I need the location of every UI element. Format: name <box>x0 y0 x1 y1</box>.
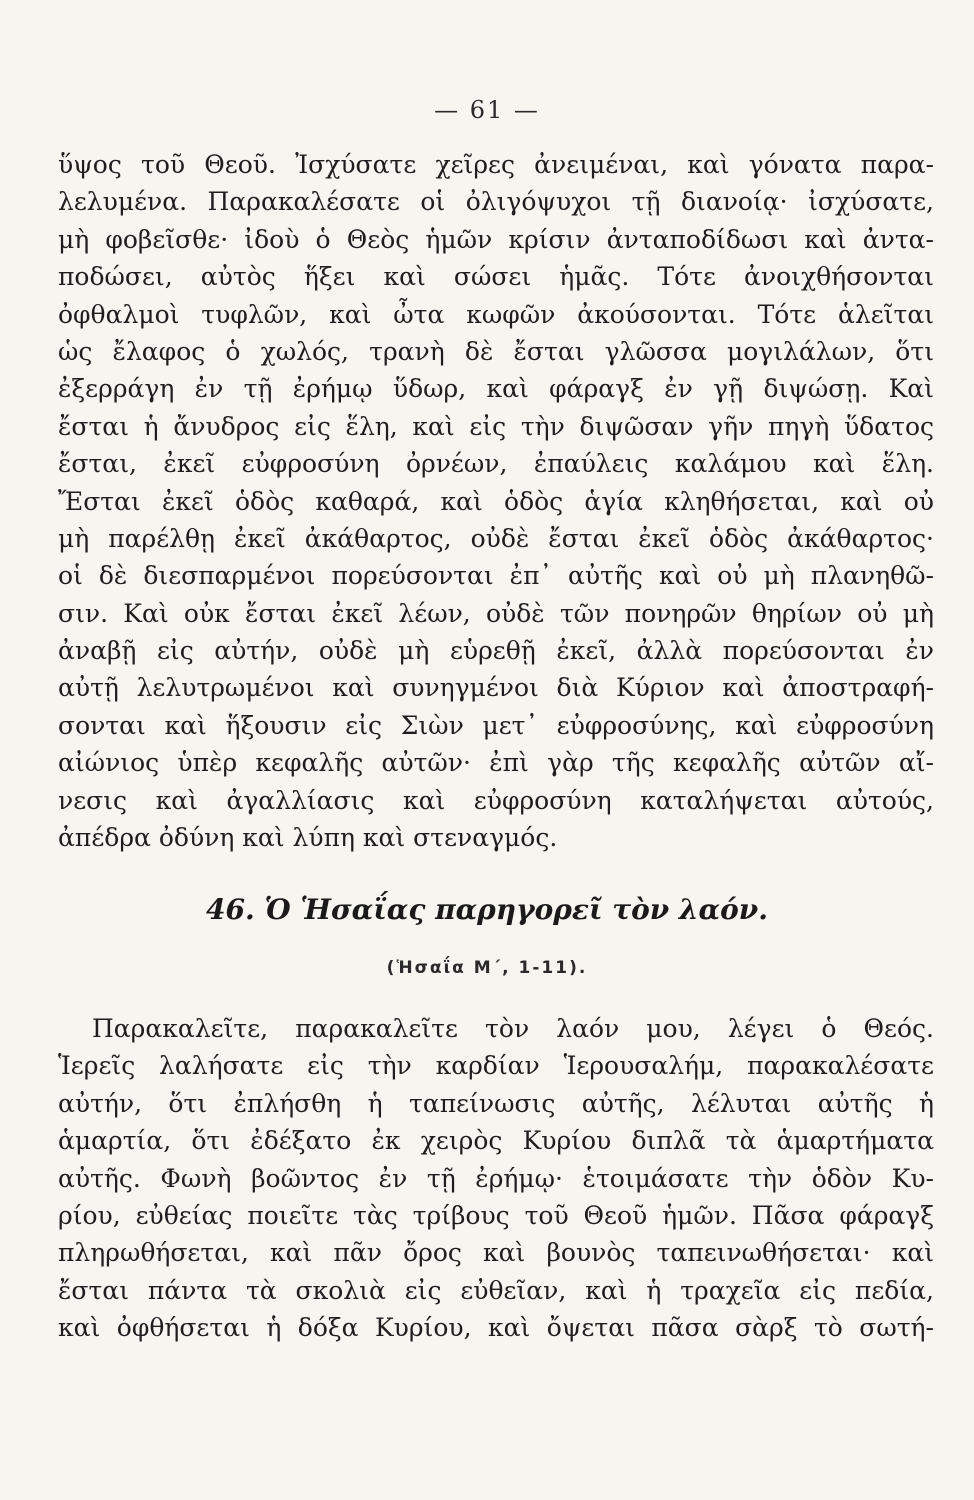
text-line: ὡς ἔλαφος ὁ χωλός, τρανὴ δὲ ἔσται γλῶσσα μογιλάλων, ὅτι <box>58 336 934 366</box>
text-line: ὀφθαλμοὶ τυφλῶν, καὶ ὦτα κωφῶν ἀκούσονται. Τότε ἁλεῖται <box>58 299 934 329</box>
text-line: μὴ φοβεῖσθε· ἰδοὺ ὁ Θεὸς ἡμῶν κρίσιν ἀνταποδίδωσι καὶ ἀντα- <box>58 224 934 254</box>
text-line: Ἱερεῖς λαλήσατε εἰς τὴν καρδίαν Ἱερουσαλήμ, παρακαλέσατε <box>58 1051 934 1081</box>
text-line: ποδώσει, αὐτὸς ἥξει καὶ σώσει ἡμᾶς. Τότε ἀνοιχθήσονται <box>58 262 934 292</box>
text-line: ἁμαρτία, ὅτι ἐδέξατο ἐκ χειρὸς Κυρίου διπλᾶ τὰ ἁμαρτήματα <box>58 1126 934 1156</box>
text-line: ἔσται, ἐκεῖ εὐφροσύνη ὀρνέων, ἐπαύλεις καλάμου καὶ ἕλη. <box>58 449 934 479</box>
text-line: λελυμένα. Παρακαλέσατε οἱ ὀλιγόψυχοι τῇ διανοίᾳ· ἰσχύσατε, <box>58 187 934 217</box>
section-heading: 46. Ὁ Ἡσαΐας παρηγορεῖ τὸν λαόν. <box>206 893 768 926</box>
text-line: ὕψος τοῦ Θεοῦ. Ἰσχύσατε χεῖρες ἀνειμέναι, καὶ γόνατα παρα- <box>58 150 934 179</box>
text-line: σονται καὶ ἥξουσιν εἰς Σιὼν μετ᾽ εὐφροσύνης, καὶ εὐφροσύνη <box>58 710 934 740</box>
text-line: ἀναβῇ εἰς αὐτήν, οὐδὲ μὴ εὑρεθῇ ἐκεῖ, ἀλλὰ πορεύσονται ἐν <box>58 636 934 666</box>
text-line: νεσις καὶ ἀγαλλίασις καὶ εὐφροσύνη καταλήψεται αὐτούς, <box>58 785 934 815</box>
text-line: αὐτῆς. Φωνὴ βοῶντος ἐν τῇ ἐρήμῳ· ἑτοιμάσατε τὴν ὁδὸν Κυ- <box>58 1163 934 1193</box>
text-line: ἀπέδρα ὀδύνη καὶ λύπη καὶ στεναγμός. <box>58 823 558 853</box>
section-reference: (Ἡσαΐα Μ΄, 1-11). <box>386 958 588 978</box>
text-line: ἔσται ἡ ἄνυδρος εἰς ἕλη, καὶ εἰς τὴν διψῶσαν γῆν πηγὴ ὕδατος <box>58 411 934 441</box>
paragraph-two <box>58 1010 934 1347</box>
text-line: ἐξερράγη ἐν τῇ ἐρήμῳ ὕδωρ, καὶ φάραγξ ἐν γῇ διψώσῃ. Καὶ <box>58 374 934 404</box>
text-line: πληρωθήσεται, καὶ πᾶν ὄρος καὶ βουνὸς ταπεινωθήσεται· καὶ <box>58 1238 934 1268</box>
text-line: ἔσται πάντα τὰ σκολιὰ εἰς εὐθεῖαν, καὶ ἡ τραχεῖα εἰς πεδία, <box>58 1275 934 1305</box>
text-line: αἰώνιος ὑπὲρ κεφαλῆς αὐτῶν· ἐπὶ γὰρ τῆς κεφαλῆς αὐτῶν αἴ- <box>58 748 934 778</box>
text-line: ρίου, εὐθείας ποιεῖτε τὰς τρίβους τοῦ Θεοῦ ἡμῶν. Πᾶσα φάραγξ <box>58 1200 934 1230</box>
text-line: οἱ δὲ διεσπαρμένοι πορεύσονται ἐπ᾽ αὐτῆς καὶ οὐ μὴ πλανηθῶ- <box>58 561 934 591</box>
text-line: αὐτήν, ὅτι ἐπλήσθη ἡ ταπείνωσις αὐτῆς, λέλυται αὐτῆς ἡ <box>58 1088 934 1118</box>
text-line: Ἔσται ἐκεῖ ὁδὸς καθαρά, καὶ ὁδὸς ἁγία κληθήσεται, καὶ οὐ <box>58 486 934 516</box>
text-line: καὶ ὀφθήσεται ἡ δόξα Κυρίου, καὶ ὄψεται πᾶσα σὰρξ τὸ σωτή- <box>58 1313 934 1343</box>
page-number: — 61 — <box>434 96 540 124</box>
paragraph-one <box>58 146 934 856</box>
text-line: μὴ παρέλθῃ ἐκεῖ ἀκάθαρτος, οὐδὲ ἔσται ἐκεῖ ὁδὸς ἀκάθαρτος· <box>58 523 934 553</box>
text-line: αὐτῇ λελυτρωμένοι καὶ συνηγμένοι διὰ Κύριον καὶ ἀποστραφή- <box>58 673 934 703</box>
text-line: σιν. Καὶ οὐκ ἔσται ἐκεῖ λέων, οὐδὲ τῶν πονηρῶν θηρίων οὐ μὴ <box>58 598 934 628</box>
text-line: Παρακαλεῖτε, παρακαλεῖτε τὸν λαόν μου, λέγει ὁ Θεός. <box>92 1014 934 1043</box>
